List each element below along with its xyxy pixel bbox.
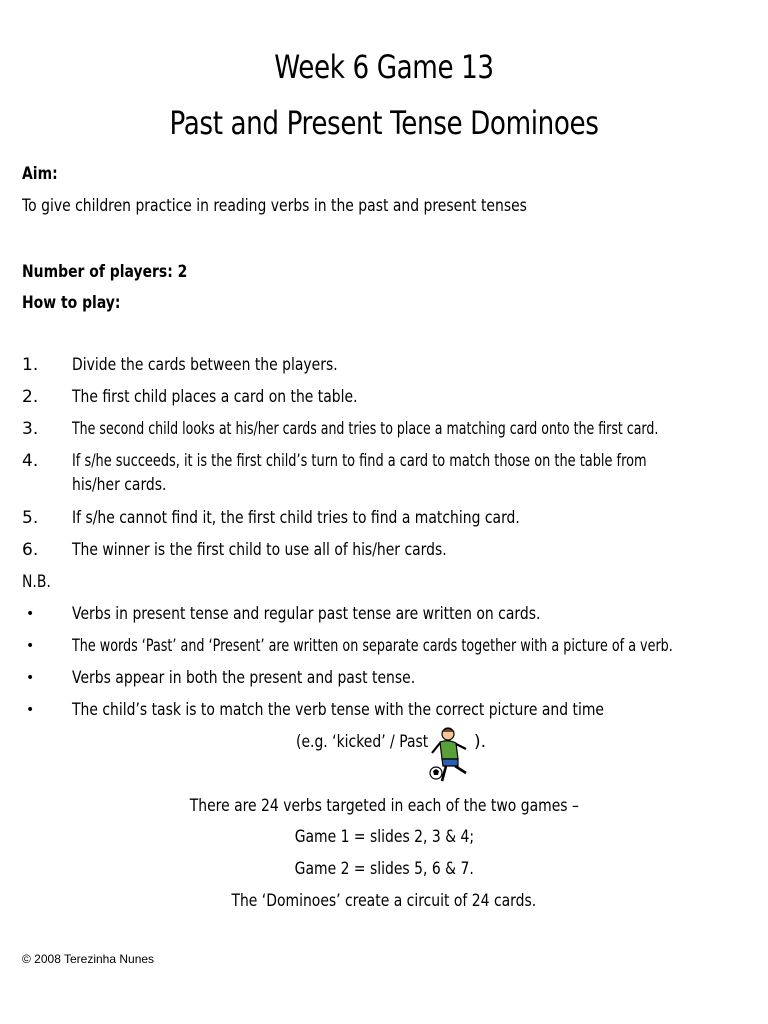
- step-text: The second child looks at his/her cards and tries to place a matching card onto the first card.: [72, 419, 659, 439]
- step-text-continued: his/her cards.: [72, 475, 167, 495]
- summary-line: [0, 858, 768, 880]
- summary-text: There are 24 verbs targeted in each of the two games –: [189, 796, 579, 816]
- step-number: 2.: [22, 387, 39, 407]
- step-number: 3.: [22, 419, 39, 439]
- step-text: If s/he succeeds, it is the first child’s turn to find a card to match those on the table from: [72, 451, 647, 471]
- summary-text: Game 1 = slides 2, 3 & 4;: [294, 827, 474, 847]
- nb-text: Verbs in present tense and regular past tense are written on cards.: [72, 604, 541, 624]
- nb-text: The child’s task is to match the verb tense with the correct picture and time: [72, 700, 604, 720]
- players-text: Number of players: 2: [22, 262, 188, 282]
- bullet-icon: •: [26, 638, 35, 654]
- step-text: If s/he cannot find it, the first child tries to find a matching card.: [72, 508, 520, 528]
- summary-line: [0, 890, 768, 912]
- bullet-icon: •: [26, 606, 35, 622]
- summary-line: [0, 795, 768, 817]
- step-number: 5.: [22, 508, 39, 528]
- summary-line: [0, 826, 768, 848]
- football-kicker-icon: [428, 725, 474, 785]
- summary-text: The ‘Dominoes’ create a circuit of 24 cards.: [231, 891, 537, 911]
- step-number: 4.: [22, 451, 39, 471]
- aim-text: To give children practice in reading verbs in the past and present tenses: [22, 196, 527, 216]
- how-to-play-heading: How to play:: [22, 293, 121, 313]
- summary-text: Game 2 = slides 5, 6 & 7.: [294, 859, 474, 879]
- step-number: 1.: [22, 355, 39, 375]
- copyright-footer: © 2008 Terezinha Nunes: [22, 952, 155, 966]
- nb-text: The words ‘Past’ and ‘Present’ are written on separate cards together with a picture of a verb.: [72, 636, 673, 656]
- step-text: Divide the cards between the players.: [72, 355, 338, 375]
- step-number: 6.: [22, 540, 39, 560]
- nb-heading: N.B.: [22, 572, 51, 592]
- bullet-icon: •: [26, 670, 35, 686]
- page-subtitle: Past and Present Tense Dominoes: [169, 104, 599, 142]
- example-text: (e.g. ‘kicked’ / Past: [296, 732, 429, 752]
- example-close: ).: [474, 732, 487, 752]
- step-text: The winner is the first child to use all of his/her cards.: [72, 540, 447, 560]
- page-title: Week 6 Game 13: [274, 48, 494, 86]
- bullet-icon: •: [26, 702, 35, 718]
- nb-text: Verbs appear in both the present and past tense.: [72, 668, 416, 688]
- aim-heading: Aim:: [22, 164, 58, 184]
- step-text: The first child places a card on the table.: [72, 387, 358, 407]
